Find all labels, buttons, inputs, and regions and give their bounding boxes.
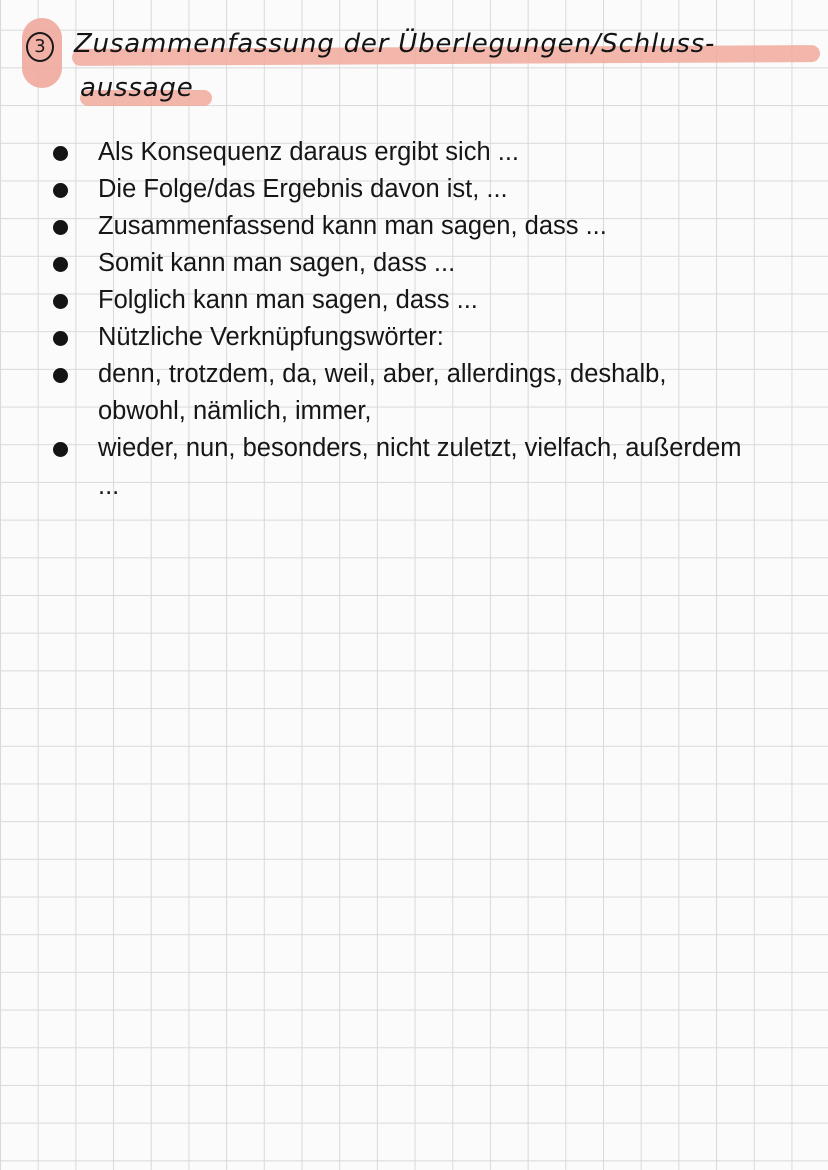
section-number-badge: 3	[26, 32, 54, 62]
list-item-text: Somit kann man sagen, dass ...	[98, 249, 456, 277]
list-item-continuation: obwohl, nämlich, immer,	[98, 397, 372, 425]
heading-line2: aussage	[80, 73, 194, 103]
list-item	[0, 356, 828, 430]
section-heading	[74, 22, 715, 110]
list-item	[0, 171, 828, 208]
bullet-icon	[53, 331, 68, 346]
list-item-text: Zusammenfassend kann man sagen, dass ...	[98, 212, 607, 240]
bullet-icon	[53, 257, 68, 272]
bullet-icon	[53, 146, 68, 161]
bullet-icon	[53, 183, 68, 198]
bullet-icon	[53, 220, 68, 235]
list-item-text: wieder, nun, besonders, nicht zuletzt, vielfach, außerdem	[98, 434, 742, 462]
list-item	[0, 319, 828, 356]
list-item	[0, 282, 828, 319]
bullet-icon	[53, 442, 68, 457]
list-item	[0, 245, 828, 282]
list-item	[0, 208, 828, 245]
heading-line1: Zusammenfassung der Überlegungen/Schluss-	[74, 29, 716, 59]
list-item	[0, 134, 828, 171]
list-item-text: denn, trotzdem, da, weil, aber, allerdings, deshalb,	[98, 360, 667, 388]
list-item	[0, 430, 828, 467]
bullet-icon	[53, 294, 68, 309]
list-item-text: Folglich kann man sagen, dass ...	[98, 286, 478, 314]
trailing-ellipsis: ...	[98, 472, 120, 500]
bullet-icon	[53, 368, 68, 383]
list-item-text: Die Folge/das Ergebnis davon ist, ...	[98, 175, 508, 203]
list-item-text: Nützliche Verknüpfungswörter:	[98, 323, 444, 351]
phrase-list	[0, 134, 828, 467]
list-item-text: Als Konsequenz daraus ergibt sich ...	[98, 138, 519, 166]
